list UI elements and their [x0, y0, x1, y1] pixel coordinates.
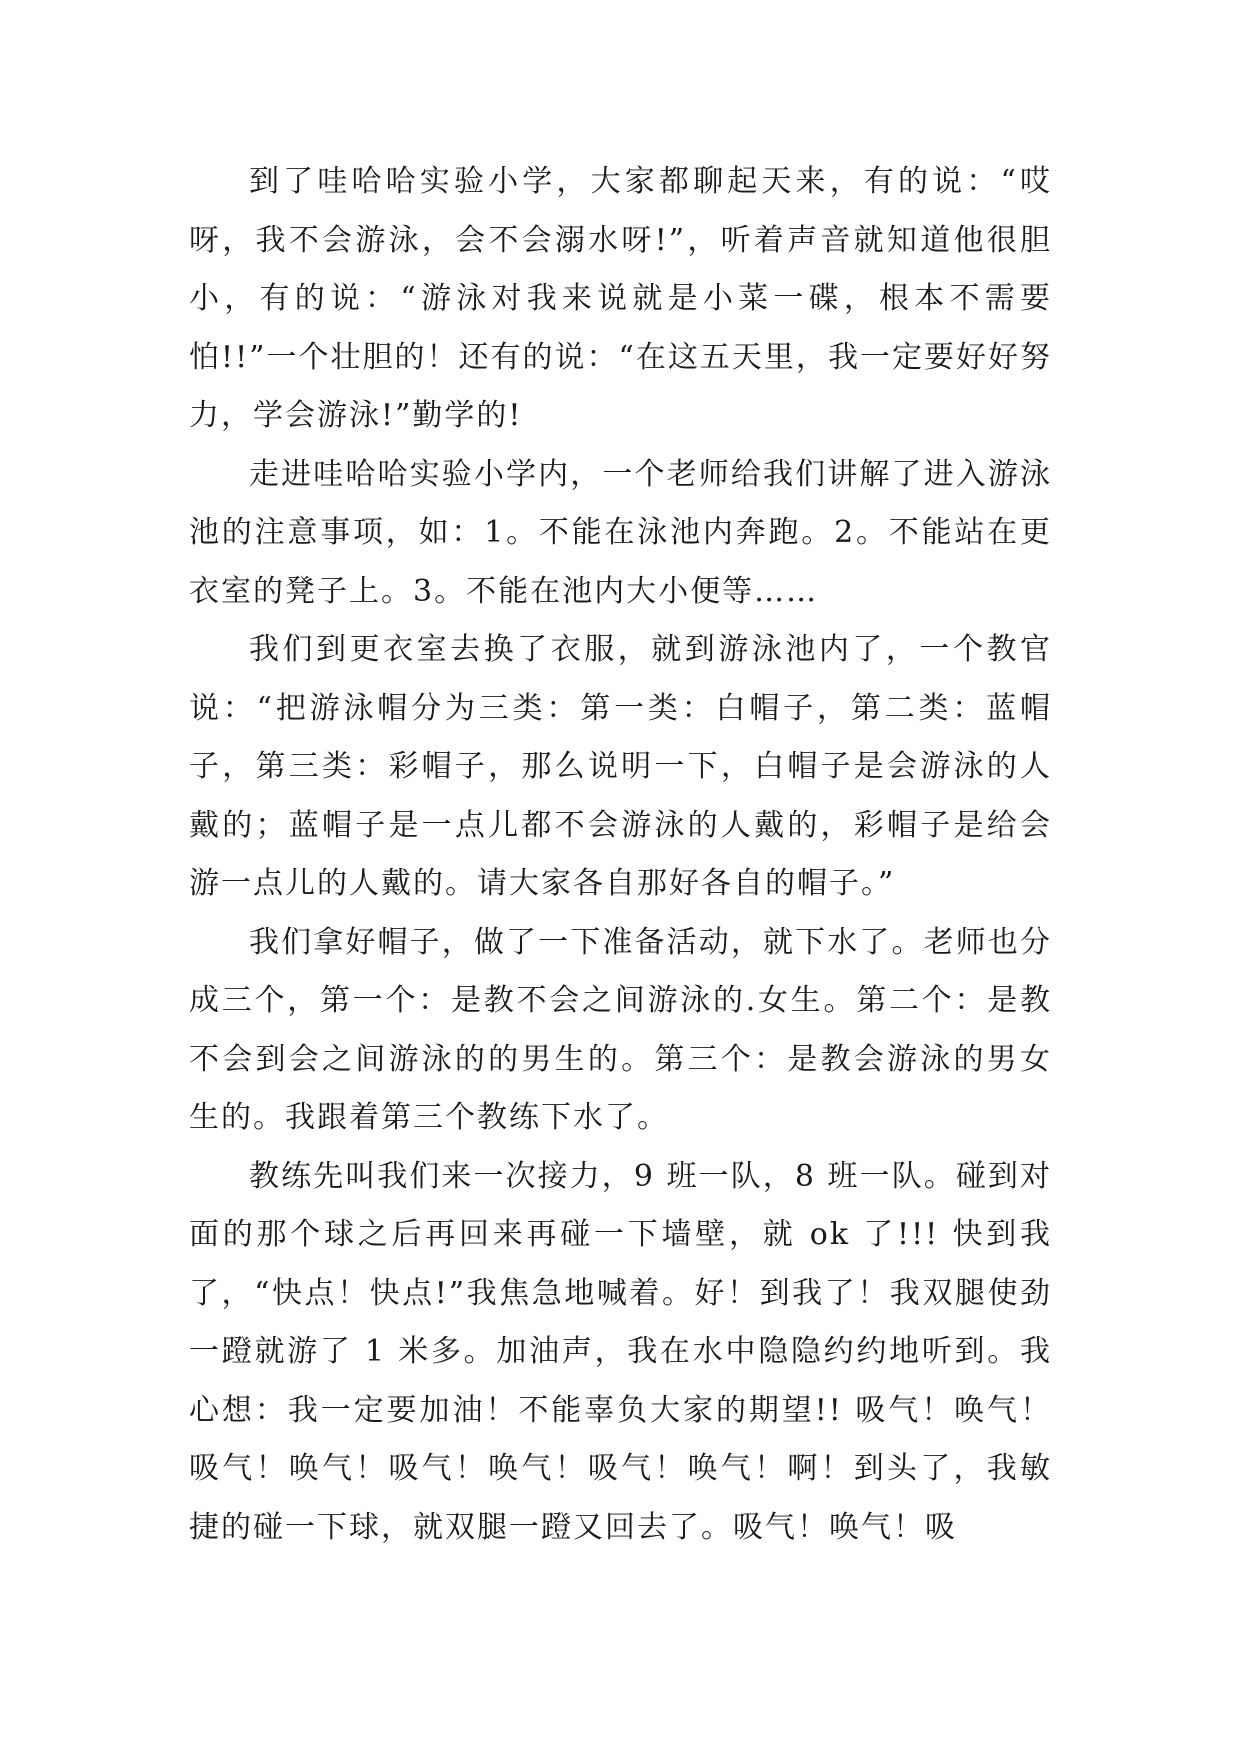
paragraph-2: 走进哇哈哈实验小学内，一个老师给我们讲解了进入游泳池的注意事项，如：1。不能在泳池内奔跑。2。不能站在更衣室的凳子上。3。不能在池内大小便等……	[189, 456, 1052, 609]
paragraph-1: 到了哇哈哈实验小学，大家都聊起天来，有的说：“哎呀，我不会游泳，会不会溺水呀!”，听着声音就知道他很胆小，有的说：“游泳对我来说就是小菜一碟，根本不需要怕!!”一个壮胆的！还有的说：“在这五天里，我一定要好好努力，学会游泳!”勤学的!	[189, 164, 1052, 433]
document-body	[189, 153, 1052, 1557]
paragraph-5: 教练先叫我们来一次接力，9 班一队，8 班一队。碰到对面的那个球之后再回来再碰一下墙壁，就 ok 了!!! 快到我了，“快点！快点!”我焦急地喊着。好！到我了！我双腿使劲一蹬就游了 1 米多。加油声，我在水中隐隐约约地听到。我心想：我一定要加油！不能辜负大家的期望!! 吸气！唤气！吸气！唤气！吸气！唤气！吸气！唤气！啊！到头了，我敏捷的碰一下球，就双腿一蹬又回去了。吸气！唤气！吸	[189, 1158, 1052, 1545]
paragraph-4: 我们拿好帽子，做了一下准备活动，就下水了。老师也分成三个，第一个：是教不会之间游泳的.女生。第二个：是教不会到会之间游泳的的男生的。第三个：是教会游泳的男女生的。我跟着第三个教练下水了。	[189, 924, 1052, 1135]
paragraph-3: 我们到更衣室去换了衣服，就到游泳池内了，一个教官说：“把游泳帽分为三类：第一类：白帽子，第二类：蓝帽子，第三类：彩帽子，那么说明一下，白帽子是会游泳的人戴的；蓝帽子是一点儿都不会游泳的人戴的，彩帽子是给会游一点儿的人戴的。请大家各自那好各自的帽子。”	[189, 632, 1052, 901]
